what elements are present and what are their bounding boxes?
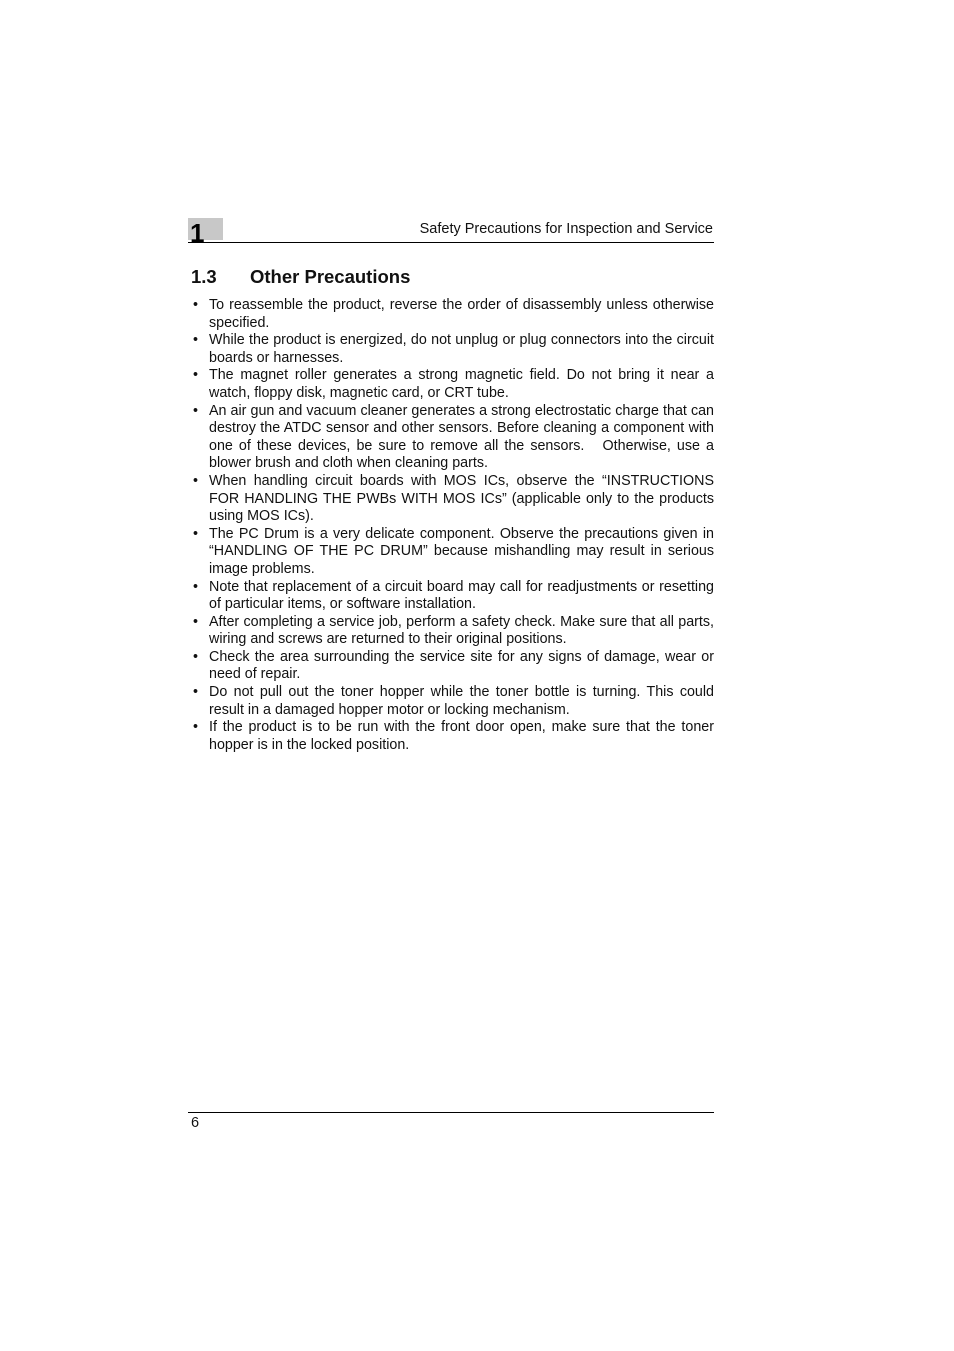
bullet-icon: • (193, 684, 199, 701)
list-item-text: The magnet roller generates a strong magnetic field. Do not bring it near a watch, floppy disk, magnetic card, or CRT tube. (209, 367, 714, 401)
bullet-icon: • (193, 613, 199, 630)
list-item (191, 332, 714, 367)
list-item-text: An air gun and vacuum cleaner generates a strong electrostatic charge that can destroy the ATDC sensor and other sensors. Before cleaning a component with one of these devices, be sure to remove all the sensors. Otherwise, use a blower brush and cloth when cleaning parts. (209, 402, 718, 472)
running-header-title: Safety Precautions for Inspection and Service (419, 221, 713, 237)
page-number: 6 (191, 1115, 200, 1131)
bullet-icon: • (193, 525, 199, 542)
list-item-text: If the product is to be run with the front door open, make sure that the toner hopper is in the locked position. (209, 719, 714, 753)
chapter-number: 1 (190, 218, 205, 248)
list-item (191, 402, 718, 473)
bullet-icon: • (193, 578, 199, 595)
section-heading (191, 265, 410, 289)
list-item (191, 473, 714, 526)
list-item-text: Check the area surrounding the service site for any signs of damage, wear or need of repair. (209, 648, 714, 683)
precautions-list (191, 297, 718, 754)
list-item (191, 719, 714, 754)
list-item-text: To reassemble the product, reverse the order of disassembly unless otherwise specified. (209, 297, 714, 331)
bullet-icon: • (193, 402, 199, 419)
list-item-text: Note that replacement of a circuit board may call for readjustments or resetting of particular items, or software installation. (209, 578, 714, 613)
footer-rule (188, 1112, 714, 1113)
bullet-icon: • (193, 648, 199, 665)
bullet-icon: • (193, 367, 199, 384)
list-item-text: When handling circuit boards with MOS ICs, observe the “INSTRUCTIONS FOR HANDLING THE PWBs WITH MOS ICs” (applicable only to the products using MOS ICs). (209, 472, 714, 525)
section-number: 1.3 (191, 266, 217, 287)
bullet-icon: • (193, 472, 199, 489)
list-item (191, 526, 714, 579)
list-item-text: While the product is energized, do not unplug or plug connectors into the circuit boards or harnesses. (209, 332, 714, 366)
list-item (191, 649, 714, 684)
bullet-icon: • (193, 297, 199, 313)
section-title: Other Precautions (250, 266, 411, 287)
list-item (191, 367, 714, 402)
list-item-text: After completing a service job, perform a safety check. Make sure that all parts, wiring and screws are returned to their original positions. (209, 613, 714, 648)
bullet-icon: • (193, 719, 199, 736)
list-item (191, 684, 714, 719)
list-item (191, 614, 714, 649)
list-item-text: The PC Drum is a very delicate component. Observe the precautions given in “HANDLING OF THE PC DRUM” because mishandling may result in serious image problems. (209, 525, 714, 577)
bullet-icon: • (193, 332, 199, 349)
list-item (191, 297, 714, 332)
list-item-text: Do not pull out the toner hopper while the toner bottle is turning. This could result in a damaged hopper motor or locking mechanism. (209, 684, 714, 718)
list-item (191, 579, 714, 614)
header-rule (188, 242, 714, 243)
